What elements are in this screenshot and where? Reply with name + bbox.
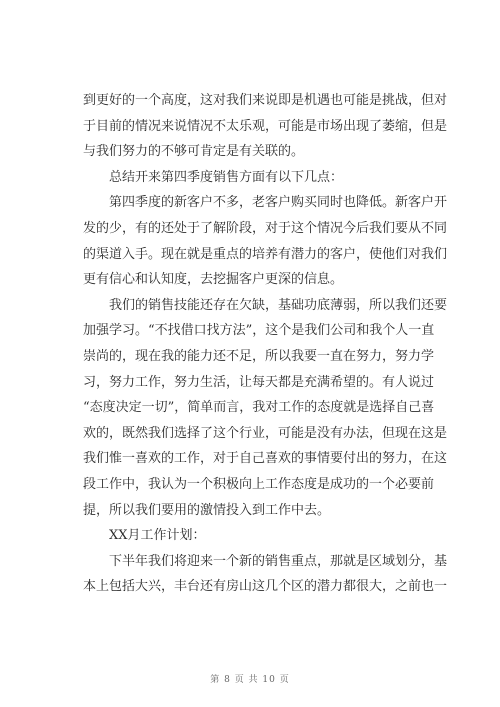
text-line: 于目前的情况来说情况不太乐观，可能是市场出现了萎缩，但是	[83, 118, 448, 134]
text-line: 欢的，既然我们选择了这个行业，可能是没有办法，但现在这是	[83, 425, 448, 441]
text-line: 习，努力工作，努力生活，让每天都是充满希望的。有人说过	[83, 374, 435, 390]
text-line: 加强学习。“不找借口找方法”，这个是我们公司和我个人一直	[83, 323, 435, 339]
text-line: 本上包括大兴，丰台还有房山这几个区的潜力都很大，之前也一	[83, 579, 448, 595]
text-line: 我们的销售技能还存在欠缺，基础功底薄弱，所以我们还要	[109, 297, 448, 313]
section-heading: XX月工作计划：	[109, 528, 206, 544]
text-line: 与我们努力的不够可肯定是有关联的。	[83, 144, 305, 160]
text-line: 总结开来第四季度销售方面有以下几点：	[109, 169, 344, 185]
text-line: 我们惟一喜欢的工作，对于自己喜欢的事情要付出的努力，在这	[83, 451, 448, 467]
text-line: 发的少，有的还处于了解阶段，对于这个情况今后我们要从不同	[83, 220, 448, 236]
text-line: 到更好的一个高度，这对我们来说即是机遇也可能是挑战，但对	[83, 93, 448, 108]
text-line: 下半年我们将迎来一个新的销售重点，那就是区域划分，基	[109, 553, 448, 569]
text-line: 的渠道入手。现在就是重点的培养有潜力的客户，使他们对我们	[83, 246, 448, 262]
text-line: 第四季度的新客户不多，老客户购买同时也降低。新客户开	[109, 195, 448, 211]
page-number-footer: 第 8 页 共 10 页	[210, 675, 290, 685]
document-body	[83, 88, 448, 600]
text-line: 崇尚的，现在我的能力还不足，所以我要一直在努力，努力学	[83, 348, 435, 364]
text-line: 更有信心和认知度，去挖掘客户更深的信息。	[83, 272, 344, 288]
text-line: 段工作中，我认为一个积极向上工作态度是成功的一个必要前	[83, 476, 435, 492]
text-line: “态度决定一切”，简单而言，我对工作的态度就是选择自己喜	[83, 400, 435, 416]
text-line: 提，所以我们要用的激情投入到工作中去。	[83, 502, 331, 518]
